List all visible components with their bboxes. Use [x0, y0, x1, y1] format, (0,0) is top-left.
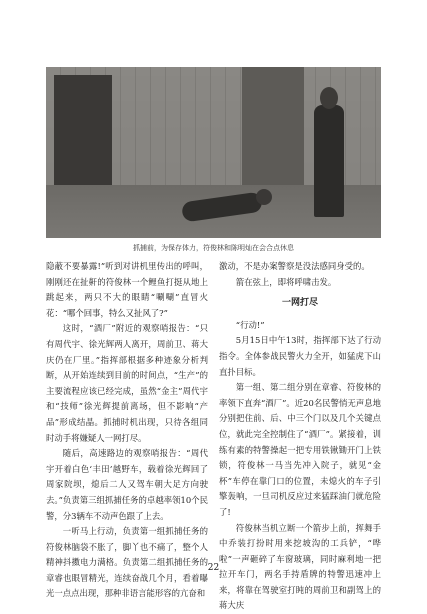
wall-pillar — [242, 67, 304, 197]
page-number: 22 — [0, 563, 427, 573]
paragraph: 符俊林当机立断一个箭步上前，挥舞手中乔装打扮时用来挖坡沟的工兵铲，“哗啦”一声砸碎了车窗玻璃，同时麻利地一把拉开车门，两名手持盾牌的特警迅速冲上来，将靠在驾驶室打盹的周前卫和副驾上的蒋大庆 — [219, 521, 381, 614]
paragraph: 第一组、第二组分别在章睿、符俊林的率领下直奔“酒厂”。近20名民警悄无声息地分别把住前、后、中三个门以及几个关键点位，就此完全控制住了“酒厂”。紧接着，训练有素的特警操起一把专用铁锹锄开门上铁锁，符俊林一马当先冲入院子，就见“金杯”车停在靠门口的位置，未熄火的车子引擎轰响，一旦司机反应过来猛踩油门就危险了! — [219, 380, 381, 520]
standing-person-head — [320, 87, 338, 109]
lying-person-head — [256, 189, 272, 205]
left-column — [46, 259, 208, 602]
standing-person — [314, 105, 344, 217]
paragraph: 5月15日中午13时，指挥部下达了行动指令。全体参战民警火力全开，如猛虎下山直扑目标。 — [219, 333, 381, 380]
section-title: 一网打尽 — [219, 296, 381, 312]
right-column — [219, 259, 381, 614]
paragraph: 箭在弦上，即将呼啸击发。 — [219, 275, 381, 291]
paragraph: 一听马上行动，负责第一组抓捕任务的符俊林脑袋不胀了，脚丫也不痛了，整个人精神抖擞电力满格。负责第二组抓捕任务的章睿也眼冒精光，连续奋战几个月，看着曝光一点点出现，那种非语言能形容的亢奋和 — [46, 524, 208, 602]
paragraph: 这时，“酒厂”附近的观察哨报告：“只有周代宇、徐光辉两人离开，周前卫、蒋大庆仍在厂里。”指挥部根据多种迹象分析判断，从开始连续到目前的时间点，“生产”的主要流程应该已经完成，虽然“金主”周代宇和“技师”徐光辉提前离场，但不影响“产品”形成结晶。抓捕时机出现，只待各组同时动手将嫌疑人一网打尽。 — [46, 321, 208, 446]
dark-doorway — [54, 75, 112, 185]
paragraph: “行动!” — [219, 318, 381, 334]
paragraph: 激动，不是办案警察是没法感同身受的。 — [219, 259, 381, 275]
paragraph: 随后，高速路边的观察哨报告：“周代宇开着白色‘丰田’越野车，载着徐光辉回了周家院坝，熄后二人又驾车朝大足方向驶去。”负责第三组抓捕任务的卓越率领10个民警，分3辆车不动声色跟了上去。 — [46, 446, 208, 524]
paragraph: 隐蔽不要暴露!”听到对讲机里传出的呼叫，刚刚还在扯鼾的符俊林一个鲤鱼打挺从地上跳起来，两只不大的眼睛“唰唰”直冒火花：“哪个回事，特么又扯风了?” — [46, 259, 208, 321]
photo-caption: 抓捕前，为保存体力，符俊林和陈明灿在会合点休息 — [46, 243, 381, 253]
article-photo — [46, 67, 381, 238]
